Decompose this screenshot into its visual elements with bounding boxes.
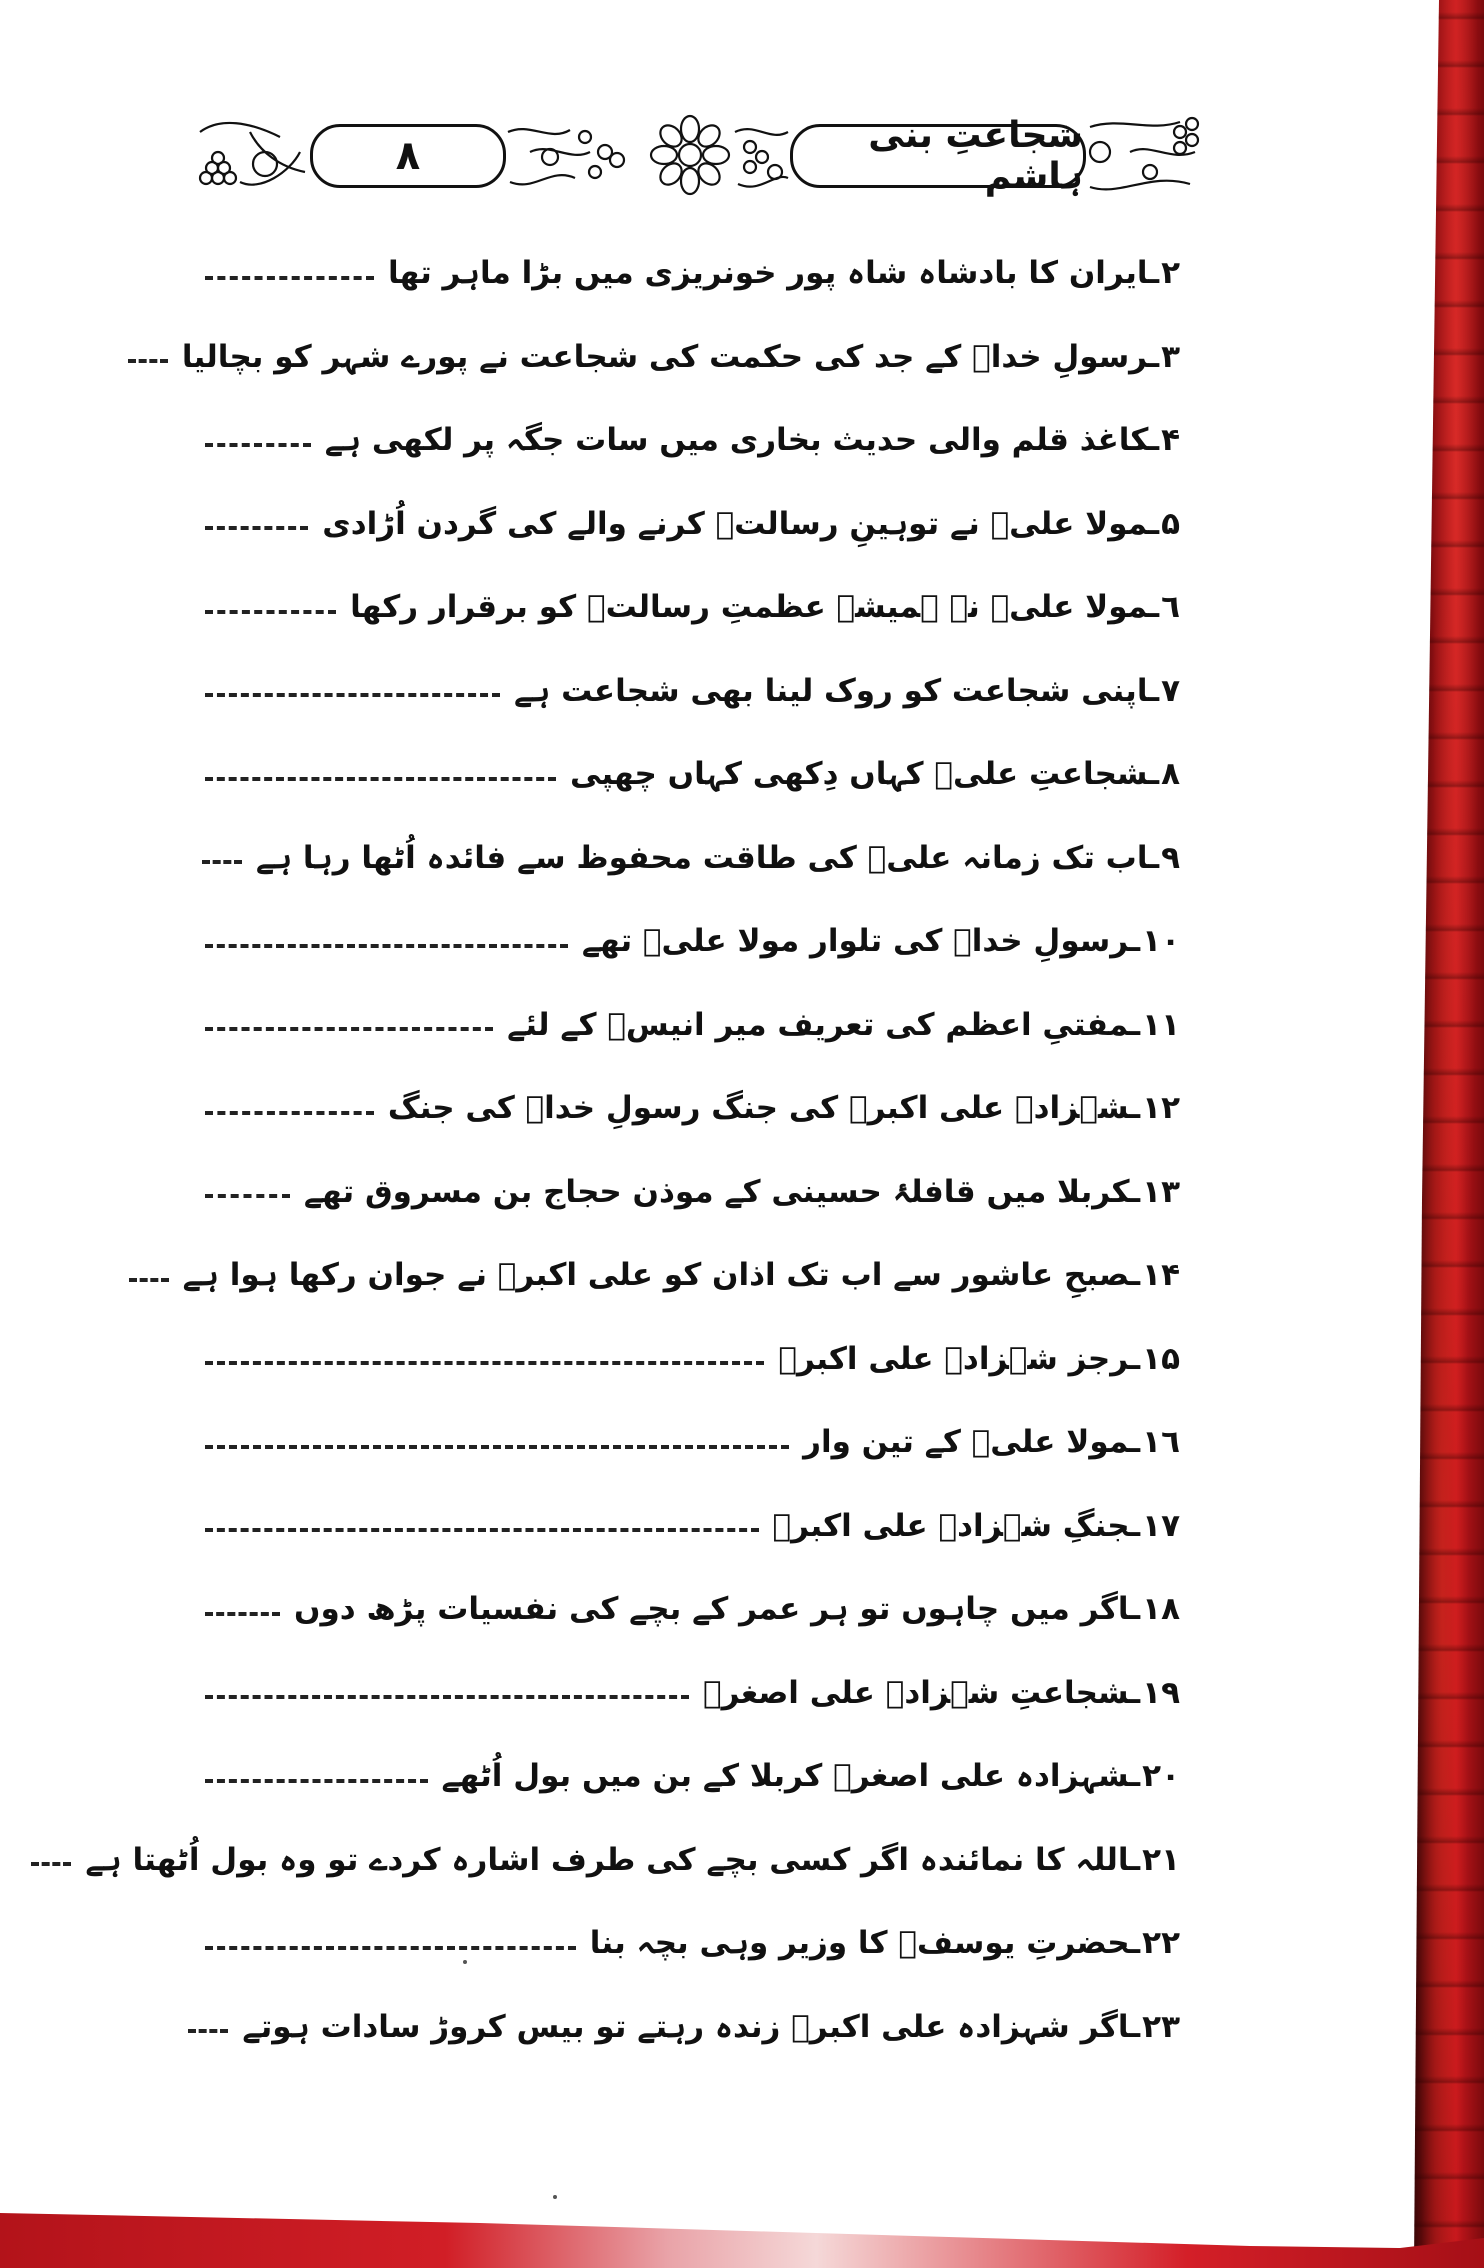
book-cover-edge-right [1414,0,1484,2268]
toc-entry-number: ٢٠ [1142,1758,1180,1795]
toc-entry-title: صبحِ عاشور سے اب تک اذان کو علی اکبرؑ نے جوان رکھا ہوا ہے [182,1257,1130,1294]
dotted-leader [205,944,568,948]
book-title: شجاعتِ بنی ہاشم [868,115,1083,197]
toc-entry-text: ١۵ـرجز شہزادہ علی اکبرؑ [778,1340,1180,1377]
toc-entry[interactable] [205,483,1180,567]
page-header [190,112,1210,198]
toc-entry-title: مفتیِ اعظم کی تعریف میر انیسؔ کے لئے [507,1006,1130,1043]
toc-entry-number: ٧ [1161,672,1180,709]
toc-entry-title: مولا علیؑ کے تین وار [803,1424,1130,1461]
toc-entry[interactable] [205,1735,1180,1819]
scan-speck [463,1960,467,1964]
toc-entry-number: ١٦ [1142,1424,1180,1461]
toc-entry-number: ٢٣ [1142,2008,1180,2045]
toc-entry-number: ١١ [1142,1006,1180,1043]
toc-entry-text: ۵ـمولا علیؑ نے توہینِ رسالتؐ کرنے والے کی گردن اُڑادی [322,505,1180,542]
toc-entry-title: شہزادہ علی اصغرؑ کربلا کے بن میں بول اُٹھے [441,1758,1130,1795]
toc-entry[interactable] [205,1067,1180,1151]
toc-entry-number: ٢ [1161,255,1180,292]
dotted-leader [205,1946,576,1950]
toc-entry-number: ۵ [1161,505,1180,542]
toc-entry-text: ٩ـاب تک زمانہ علیؑ کی طاقت محفوظ سے فائدہ اُٹھا رہا ہے [255,839,1180,876]
toc-entry-text: ٧ـاپنی شجاعت کو روک لینا بھی شجاعت ہے [513,672,1180,709]
toc-entry[interactable] [85,1819,1180,1903]
toc-entry-text: ١۴ـصبحِ عاشور سے اب تک اذان کو علی اکبرؑ نے جوان رکھا ہوا ہے [182,1257,1180,1294]
toc-entry-number: ٨ [1161,756,1180,793]
toc-entry[interactable] [205,1151,1180,1235]
dotted-leader [205,1779,428,1783]
toc-entry-title: رسولِ خداؐ کے جد کی حکمت کی شجاعت نے پورے شہر کو بچالیا [181,338,1149,375]
dotted-leader [188,2029,228,2033]
toc-entry-title: کاغذ قلم والی حدیث بخاری میں سات جگہ پر لکھی ہے [324,422,1149,459]
dotted-leader [205,1194,290,1198]
toc-entry[interactable] [205,1318,1180,1402]
toc-entry-number: ٢٢ [1142,1925,1180,1962]
dotted-leader [205,1111,374,1115]
toc-entry-title: اگر میں چاہوں تو ہر عمر کے بچے کی نفسیات پڑھ دوں [294,1591,1130,1628]
toc-entry-title: مولا علیؑ نے ہمیشہ عظمتِ رسالتؐ کو برقرار رکھا [350,589,1149,626]
toc-entry[interactable] [205,566,1180,650]
toc-entry-text: ١٢ـشہزادہ علی اکبرؑ کی جنگ رسولِ خداؐ کی جنگ [387,1090,1180,1127]
toc-entry[interactable] [205,1902,1180,1986]
toc-entry-number: ٣ [1161,338,1180,375]
toc-entry-number: ١٨ [1142,1591,1180,1628]
toc-entry[interactable] [205,817,1180,901]
toc-entry[interactable] [181,316,1180,400]
toc-entry-number: ١٣ [1142,1173,1180,1210]
toc-entry-number: ١٢ [1142,1090,1180,1127]
toc-entry[interactable] [205,1485,1180,1569]
toc-entry-text: ٨ـشجاعتِ علیؑ کہاں دِکھی کہاں چھپی [570,756,1180,793]
dotted-leader [129,1278,169,1282]
dotted-leader [205,526,308,530]
toc-entry[interactable] [205,1401,1180,1485]
dotted-leader [205,1528,759,1532]
toc-entry-title: اب تک زمانہ علیؑ کی طاقت محفوظ سے فائدہ اُٹھا رہا ہے [255,839,1149,876]
toc-entry-text: ٢ـایران کا بادشاہ شاہ پور خونریزی میں بڑا ماہر تھا [387,255,1180,292]
toc-entry-text: ١٨ـاگر میں چاہوں تو ہر عمر کے بچے کی نفسیات پڑھ دوں [294,1591,1180,1628]
dotted-leader [205,276,374,280]
book-cover-edge-bottom [0,2208,1484,2268]
toc-entry-number: ١٩ [1142,1674,1180,1711]
toc-entry-title: اپنی شجاعت کو روک لینا بھی شجاعت ہے [513,672,1149,709]
toc-entry-text: ٢٢ـحضرتِ یوسفؑ کا وزیر وہی بچہ بنا [589,1925,1180,1962]
dotted-leader [202,860,242,864]
toc-entry-text: ١٣ـکربلا میں قافلۂ حسینی کے موذن حجاج بن مسروق تھے [303,1173,1180,1210]
toc-entry-title: رجز شہزادہ علی اکبرؑ [778,1340,1130,1377]
toc-entry-text: ١١ـمفتیِ اعظم کی تعریف میر انیسؔ کے لئے [507,1006,1180,1043]
toc-entry-title: مولا علیؑ نے توہینِ رسالتؐ کرنے والے کی گردن اُڑادی [322,505,1149,542]
toc-entry-text: ١٧ـجنگِ شہزادہ علی اکبرؑ [772,1507,1180,1544]
toc-entry[interactable] [205,1568,1180,1652]
toc-entry-number: ٦ [1161,589,1180,626]
toc-entry-text: ٢٣ـاگر شہزادہ علی اکبرؑ زندہ رہتے تو بیس کروڑ سادات ہوتے [242,2008,1180,2045]
toc-entry-title: اگر شہزادہ علی اکبرؑ زندہ رہتے تو بیس کروڑ سادات ہوتے [242,2008,1130,2045]
page-number: ٨ [395,133,421,179]
toc-entry[interactable] [205,984,1180,1068]
toc-entry[interactable] [205,1652,1180,1736]
dotted-leader [205,610,336,614]
dotted-leader [205,1027,493,1031]
toc-entry-text: ٦ـمولا علیؑ نے ہمیشہ عظمتِ رسالتؐ کو برقرار رکھا [350,589,1180,626]
dotted-leader [205,1361,764,1365]
toc-entry[interactable] [182,1234,1180,1318]
toc-entry-title: کربلا میں قافلۂ حسینی کے موذن حجاج بن مسروق تھے [303,1173,1130,1210]
toc-entry[interactable] [205,650,1180,734]
toc-entry-title: ایران کا بادشاہ شاہ پور خونریزی میں بڑا ماہر تھا [387,255,1149,292]
toc-entry[interactable] [205,733,1180,817]
toc-entry-title: شجاعتِ علیؑ کہاں دِکھی کہاں چھپی [570,756,1149,793]
toc-entry[interactable] [205,399,1180,483]
dotted-leader [31,1862,71,1866]
toc-entry-number: ١۵ [1142,1340,1180,1377]
toc-entry-number: ٢١ [1142,1841,1180,1878]
toc-entry-text: ١٠ـرسولِ خداؐ کی تلوار مولا علیؑ تھے [581,923,1180,960]
dotted-leader [128,359,168,363]
dotted-leader [205,1695,689,1699]
toc-entry[interactable] [205,1986,1180,2070]
toc-entry-text: ١٩ـشجاعتِ شہزادہ علی اصغرؑ [702,1674,1180,1711]
toc-entry-text: ١٦ـمولا علیؑ کے تین وار [803,1424,1180,1461]
toc-entry-title: اللہ کا نمائندہ اگر کسی بچے کی طرف اشارہ کردے تو وہ بول اُٹھتا ہے [85,1841,1130,1878]
dotted-leader [205,443,311,447]
book-title-box [790,115,1086,197]
toc-entry[interactable] [205,232,1180,316]
toc-entry-number: ۴ [1161,422,1180,459]
toc-entry-number: ١٧ [1142,1507,1180,1544]
toc-entry-title: شجاعتِ شہزادہ علی اصغرؑ [702,1674,1130,1711]
dotted-leader [205,1445,789,1449]
toc-entry-text: ٢٠ـشہزادہ علی اصغرؑ کربلا کے بن میں بول اُٹھے [441,1758,1180,1795]
dotted-leader [205,777,556,781]
page-number-box [310,124,506,188]
toc-entry-number: ١۴ [1142,1257,1180,1294]
toc-entry-text: ۴ـکاغذ قلم والی حدیث بخاری میں سات جگہ پر لکھی ہے [324,422,1180,459]
table-of-contents [85,232,1180,2069]
toc-entry-title: رسولِ خداؐ کی تلوار مولا علیؑ تھے [581,923,1130,960]
toc-entry-title: شہزادہ علی اکبرؑ کی جنگ رسولِ خداؐ کی جنگ [387,1090,1130,1127]
scan-speck [553,2195,557,2199]
toc-entry-text: ٣ـرسولِ خداؐ کے جد کی حکمت کی شجاعت نے پورے شہر کو بچالیا [181,338,1180,375]
toc-entry[interactable] [205,900,1180,984]
toc-entry-number: ١٠ [1142,923,1180,960]
toc-entry-text: ٢١ـاللہ کا نمائندہ اگر کسی بچے کی طرف اشارہ کردے تو وہ بول اُٹھتا ہے [85,1841,1180,1878]
dotted-leader [205,1612,280,1616]
dotted-leader [205,693,500,697]
toc-entry-title: جنگِ شہزادہ علی اکبرؑ [772,1507,1130,1544]
toc-entry-title: حضرتِ یوسفؑ کا وزیر وہی بچہ بنا [589,1925,1130,1962]
toc-entry-number: ٩ [1161,839,1180,876]
